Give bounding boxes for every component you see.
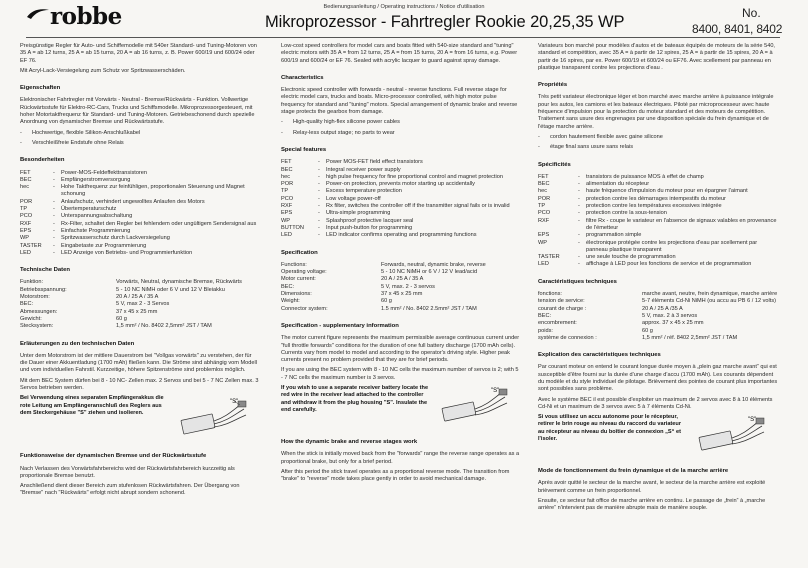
spec-table <box>20 279 260 330</box>
abbrev-list <box>281 159 521 239</box>
brand-name: robbe <box>50 3 122 30</box>
list-item: WP - Splashproof protective lacquer seal <box>281 217 414 224</box>
list-item: BEC - alimentation du récepteur <box>538 181 650 188</box>
list-item: LED - affichage à LED pour les fonctions de service et de programmation <box>538 261 752 268</box>
warning-text: Si vous utilisez un accu autonome pour le récepteur, retirer le brin rouge au niveau du raccord du variateur au récepteur au niveau du boîtier de connexion „S“ et l'isoler. <box>538 414 681 443</box>
item-number-label: No. <box>742 6 761 20</box>
table-row: Operating voltage: 5 - 10 NC NiMH or 6 V / 12 V lead/acid <box>281 269 478 276</box>
table-row: Connector system: 1.5 mm² / No. 8402 2.5mm² JST / TAM <box>281 305 477 312</box>
doc-subtitle: Bedienungsanleitung / Operating instructions / Notice d'utilisation <box>323 4 485 10</box>
list-item: EPS - Ultra-simple programming <box>281 210 391 217</box>
list-item: FET - transistors de puissance MOS à effet de champ <box>538 173 704 180</box>
spec-table <box>538 291 778 342</box>
list-item: TP - Excess temperature protection <box>281 188 402 195</box>
list-item: RXF - Rx-Filter, schaltet den Regler bei fehlendem oder ungültigem Sendersignal aus <box>20 220 257 227</box>
list-item: POR - protection contre les démarrages intempestifs du moteur <box>538 195 726 202</box>
page-title: Mikroprozessor - Fahrtregler Rookie 20,25,35 WP <box>265 13 625 31</box>
section-heading: Characteristics <box>281 74 324 81</box>
header-divider <box>26 37 780 38</box>
table-row: Functions: Forwards, neutral, dynamic brake, reverse <box>281 261 486 268</box>
page-header <box>0 0 808 40</box>
brake-text: Après avoir quitté le secteur de la marche avant, le secteur de la marche arrière est exploité brièvement comme un frein proportionnel. <box>538 480 766 494</box>
intro-text-2: Mit Acryl-Lack-Versiegelung zum Schutz vor Spritzwasserschäden. <box>20 67 186 74</box>
list-item: FET - Power MOS-FET field effect transistors <box>281 159 423 166</box>
warning-block <box>20 395 260 443</box>
abbrev-list <box>538 174 778 269</box>
list-item: RXF - filtre Rx - coupe le variateur en l'absence de signaux valables en provenance de l'émetteur <box>538 217 777 231</box>
intro-text: Variateurs bon marché pour modèles d'autos et de bateaux équipés de moteurs de la série 540, standard et compétition, avec 35 A = à partir de 12 spires, 25 A = à partir de 15 spires, 20 A = à partir de 16 spires, par ex. Power 600/19 et 600/24 ou EF76. Avec scellement par panneau en plastique transparent contre les projections d'eau . <box>538 43 775 71</box>
column-german <box>20 43 260 501</box>
list-item: TASTER - Eingabetaste zur Programmierung <box>20 242 147 249</box>
table-row: BEC: 5 V, max 2 - 3 Servos <box>20 301 170 308</box>
section-heading: Specification - supplementary information <box>281 322 399 329</box>
intro-text: Low-cost speed controllers for model cars and boats fitted with 540-size standard and "tuning" electric motors with 35 A = from 12 turns, 25 A = from 15 turns, 20 A = from 16 turns, e.g. Power 600/19 and 600/24 or EF 76. Sealed with acrylic lacquer to guard against spray damage. <box>281 43 518 64</box>
abbrev-list <box>20 170 260 258</box>
bullet: - Hochwertige, flexible Silikon-Anschlußkabel <box>20 129 141 136</box>
section-heading: Spécificités <box>538 161 571 168</box>
list-item: EPS - Einfachste Programmierung <box>20 227 131 234</box>
table-row: BEC: 5 V, max. 2 - 3 servos <box>281 283 435 290</box>
characteristics-text: Electronic speed controller with forwards - neutral - reverse functions. Full reverse stage for electric model cars, trucks and boats. Micro-processor controlled, with high motor pulse frequency for standard and "tuning" motors. Special arrangement of dynamic brake and reverse stage protects the gearbox from damage. <box>281 87 518 116</box>
logo-swoosh-icon <box>26 8 50 22</box>
section-heading: Mode de fonctionnement du frein dynamique et de la marche arrière <box>538 468 729 475</box>
column-english <box>281 43 521 486</box>
list-item: FET - Power-MOS-Feldeffekttransistoren <box>20 169 148 176</box>
list-item: PCO - Unterspannungsabschaltung <box>20 213 133 220</box>
section-heading: Special features <box>281 146 327 153</box>
table-row: BEC: 5 V, max. 2 à 3 servos <box>538 312 698 319</box>
list-item: POR - Power-on protection, prevents motor starting up accidentally <box>281 181 475 188</box>
table-row: Betriebsspannung: 5 - 10 NC NiMH oder 6 V und 12 V Bleiakku <box>20 286 225 293</box>
explanation-text: Avec le système BEC il est possible d'exploiter un maximum de 2 servos avec 8 à 10 éléments Cd-Ni et un maximum de 3 servos avec 5 à 7 éléments Cd-Ni. <box>538 396 773 410</box>
receiver-plug-diagram <box>435 387 515 427</box>
list-item: WP - électronique protégée contre les projections d'eau par scellement par panneau plastique transparent <box>538 239 758 253</box>
notes-text: Unter dem Motorstrom ist der mittlere Dauerstrom bei "Vollgas vorwärts" zu verstehen, der für die Dauer einer Akkuentladung (1700 mAh) fließen kann. Die Ströme sind abhängig vom Modell und vom individuellen Fahrstil. Kurzzeitige, höhere Spitzenströme sind problemlos möglich. <box>20 352 257 374</box>
list-item: BEC - Empfängerstromversorgung <box>20 176 131 183</box>
list-item: PCO - Low voltage power-off <box>281 195 381 202</box>
section-heading: Erläuterungen zu den technischen Daten <box>20 340 135 347</box>
section-heading: Funktionsweise der dynamischen Bremse und der Rückwärtsstufe <box>20 453 207 460</box>
table-row: Motor current: 20 A / 25 A / 35 A <box>281 276 424 283</box>
list-item: BEC - Integral receiver power supply <box>281 166 401 173</box>
list-item: PCO - protection contre la sous-tension <box>538 210 667 217</box>
table-row: Abmessungen: 37 x 45 x 25 mm <box>20 308 158 315</box>
section-heading: How the dynamic brake and reverse stages work <box>281 438 418 445</box>
list-item: POR - Anlaufschutz, verhindert ungewolltes Anlaufen des Motors <box>20 198 205 205</box>
list-item: EPS - programmation simple <box>538 232 642 239</box>
list-item: WP - Spritzwasserschutz durch Lackversiegelung <box>20 235 170 242</box>
brake-text: Anschließend dient dieser Bereich zum stufenlosen Rückwärtsfahren. Der Übergang von "Bremse" nach "Rückwärts" erfolgt nicht abrupt sondern schonend. <box>20 483 240 497</box>
section-heading: Caractéristiques techniques <box>538 278 617 285</box>
receiver-plug-diagram <box>174 397 254 441</box>
list-item: RXF - Rx filter, switches the controller off if the transmitter signal fails or is invalid <box>281 203 510 210</box>
plug-s-label: "S" <box>491 387 500 394</box>
list-item: hec - Hohe Taktfrequenz zur feinfühligen, proportionalen Steuerung und Magnet schonung <box>20 184 245 198</box>
bullet: - cordon hautement flexible avec gaine silicone <box>538 133 663 140</box>
supplementary-text: The motor current figure represents the maximum permissible average continuous current under "full throttle forwards" conditions for the duration of one full battery discharge (1700 mAh cells). Currents vary from model to model and according to the operator's driving style. Higher peak currents present no problem provided that they are for brief periods. <box>281 335 520 364</box>
table-row: tension de service: 5-7 éléments Cd-Ni NiMH (ou accu au PB 6 / 12 volts) <box>538 298 776 305</box>
supplementary-text: If you are using the BEC system with 8 - 10 NC cells the maximum number of servos is 2; with 5 - 7 NC cells the maximum number is 3 servos. <box>281 367 519 381</box>
intro-text: Preisgünstige Regler für Auto- und Schiffemodelle mit 540er Standard- und Tuning-Motoren von 35 A = ab 12 turns, 25 A = ab 15 turns, 20 A = ab 16 turns, z. B. Power 600/19 und 600/24 oder EF 76. <box>20 43 257 64</box>
properties-text: Très petit variateur électronique léger et bon marché avec marche arrière à puissance intégrale pour les autos, les camions et les bateaux électriques. Piloté par microprocesseur avec haute fréquence d'impulsion pour la protection du moteur standard et des moteurs de compétition. Traitement sans usure des engrenages par une disposition spéciale du frein dynamique et de l'étage marche arrière. <box>538 94 774 130</box>
bullet: - High-quality high-flex silicone power cables <box>281 119 400 126</box>
brake-text: Ensuite, ce secteur fait office de marche arrière en continu. Le passage de „frein“ à „marche arrière“ n'intervient pas de manière abrupte mais de manière souple. <box>538 498 766 512</box>
spec-table <box>281 262 521 313</box>
bullet: - Relay-less output stage; no parts to wear <box>281 129 395 136</box>
table-row: fonctions: marche avant, neutre, frein dynamique, marche arrière <box>538 291 778 298</box>
bullet: - étage final sans usure sans relais <box>538 144 634 151</box>
bullet: - Verschleißfreie Endstufe ohne Relais <box>20 139 124 146</box>
warning-text: Bei Verwendung eines separaten Empfängerakkus die rote Leitung am Empfängeranschluß des Reglers aus dem Steckergehäuse "S" ziehen und isolieren. <box>20 395 164 416</box>
list-item: LED - LED Anzeige von Betriebs- und Programmierfunktion <box>20 249 193 256</box>
table-row: courant de charge : 20 A / 25 A /35 A <box>538 305 683 312</box>
list-item: TASTER - une seule touche de programmation <box>538 254 676 261</box>
section-heading: Specification <box>281 249 318 256</box>
list-item: hec - high pulse frequency for fine proportional control and magnet protection <box>281 173 503 180</box>
item-numbers: 8400, 8401, 8402 <box>692 22 783 36</box>
table-row: Funktion: Vorwärts, Neutral, dynamische Bremse, Rückwärts <box>20 279 242 286</box>
table-row: Gewicht: 60 g <box>20 315 127 322</box>
table-row: Stecksystem: 1,5 mm² / No. 8402 2,5mm² JST / TAM <box>20 323 212 330</box>
plug-s-label: "S" <box>230 399 239 406</box>
table-row: Dimensions: 37 x 45 x 25 mm <box>281 291 423 298</box>
list-item: TP - Übertemperaturschutz <box>20 206 117 213</box>
list-item: TP - protection contre les températures excessives intégrée <box>538 203 722 210</box>
section-heading: Explication des caractéristiques techniques <box>538 352 661 359</box>
section-heading: Besonderheiten <box>20 157 65 164</box>
warning-block <box>538 414 778 458</box>
section-heading: Eigenschaften <box>20 85 61 92</box>
section-heading: Propriétés <box>538 82 568 89</box>
list-item: BUTTON - Input push-button for programming <box>281 224 413 231</box>
table-row: système de connexion : 1,5 mm² / réf. 8402 2,5mm² JST / TAM <box>538 334 738 341</box>
table-row: encombrement: approx. 37 x 45 x 25 mm <box>538 320 704 327</box>
table-row: poids: 60 g <box>538 327 653 334</box>
brake-text: Nach Verlassen des Vorwärtsfahrbereichs wird der Rückwärtsfahrbereich kurzzeitig als proportionale Bremse benutzt. <box>20 465 235 479</box>
section-heading: Technische Daten <box>20 267 70 274</box>
receiver-plug-diagram <box>692 416 772 456</box>
column-french <box>538 43 778 516</box>
warning-text: If you wish to use a separate receiver battery locate the red wire in the receiver lead attached to the controller and withdraw it from the plug housing "S". Insulate the end carefully. <box>281 384 429 413</box>
brake-text: After this period the stick travel operates as a proportional reverse mode. The transition from "brake" to "reverse" mode takes place gently in order to avoid mechanical damage. <box>281 468 510 483</box>
features-text: Elektronischer Fahrtregler mit Vorwärts - Neutral - Bremse/Rückwärts - Funktion. Vollwertige Rückwärtsstufe für Elektro-RC-Cars, Trucks und Schiffsmodelle. Mikroprozessorgesteuert, mit hoher Motortaktfrequenz für Standard- und Tuning-Motoren. Getriebeschonend durch spezielle Anordnung von dynamischer Bremse und Rückwärtsstufe. <box>20 97 255 126</box>
notes-text: Mit dem BEC System dürfen bei 8 - 10 NC- Zellen max. 2 Servos und bei 5 - 7 NC Zellen max. 3 Servos betrieben werden. <box>20 377 259 391</box>
brake-text: When the stick is initially moved back from the "forwards" range the reverse range operates as a proportional brake, but only for a brief period. <box>281 451 520 465</box>
plug-s-label: "S" <box>748 417 757 424</box>
explanation-text: Par courant moteur on entend le courant longue durée moyen à „plein gaz marche avant“ qui est susceptible d'être fourni sur la durée d'une charge d'accu (1700 mAh). Les courants dépendent du modèle et du style individuel de pilotage. Brièvement des pointes de courant plus importantes sont possibles sans problème. <box>538 364 778 393</box>
table-row: Weight: 60 g <box>281 298 392 305</box>
table-row: Motorstrom: 20 A / 25 A / 35 A <box>20 294 159 301</box>
list-item: LED - LED indicator confirms operating and programming functions <box>281 232 477 239</box>
list-item: hec - haute fréquence d'impulsion du moteur pour en épargner l'aimant <box>538 188 748 195</box>
warning-block <box>281 385 521 429</box>
